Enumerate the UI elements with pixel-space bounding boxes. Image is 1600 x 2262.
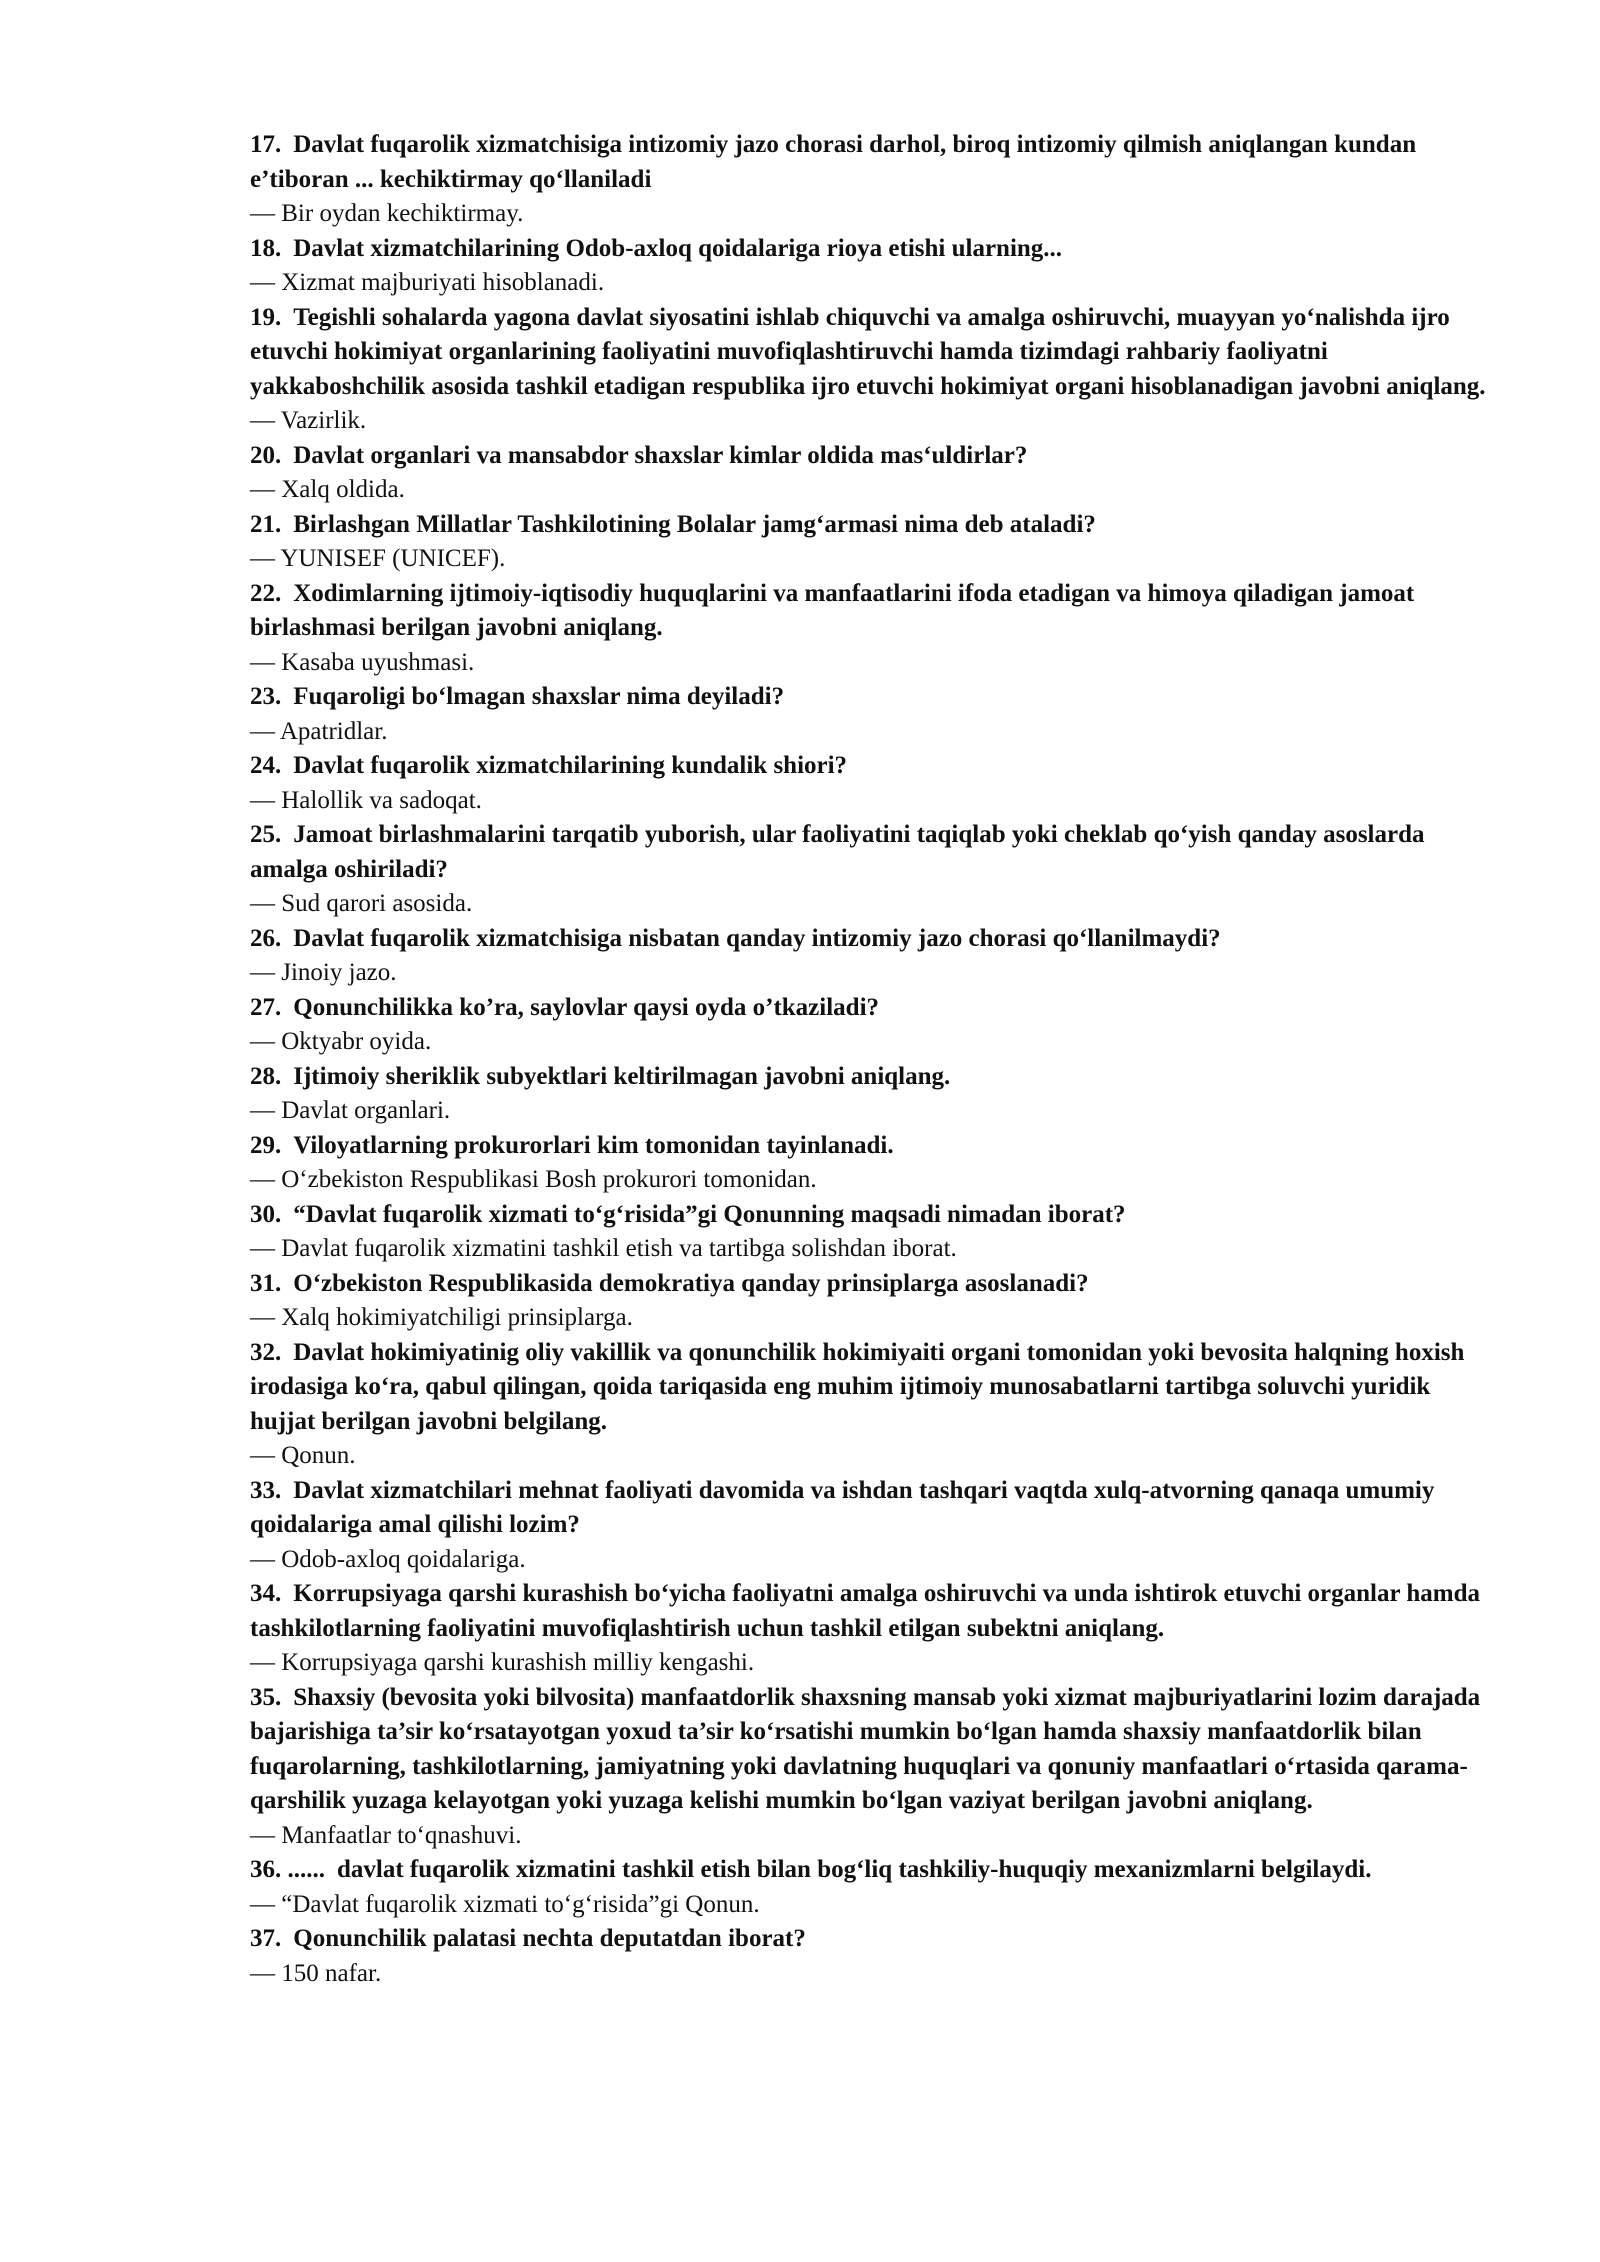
- answer: — Kasaba uyushmasi.: [250, 648, 475, 676]
- question-text: Davlat xizmatchilarining Odob-axloq qoidalariga rioya etishi ularning...: [293, 234, 1063, 262]
- question-number: 23.: [250, 683, 282, 710]
- question: [250, 439, 1500, 474]
- question-text: Tegishli sohalarda yagona davlat siyosatini ishlab chiquvchi va amalga oshiruvchi, muayyan yo‘nalishda ijro etuvchi hokimiyat organlarining faoliyatini muvofiqlashtiruvchi hamda tizimdagi rahbariy faoliyatni yakkaboshchilik asosida tashkil etadigan respublika ijro etuvchi hokimiyat organi hisoblanadigan javobni aniqlang.: [250, 303, 1486, 400]
- qa-item: [250, 1681, 1500, 1854]
- answer: — Xalq hokimiyatchiligi prinsiplarga.: [250, 1304, 633, 1331]
- qa-item: [250, 301, 1500, 439]
- question-number: 35.: [250, 1683, 282, 1711]
- question: [250, 1922, 1500, 1957]
- question-text: Davlat hokimiyatinig oliy vakillik va qonunchilik hokimiyaiti organi tomonidan yoki bevosita halqning hoxish irodasiga ko‘ra, qabul qilingan, qoida tariqasida eng muhim ijtimoiy munosabatlarni tartibga soluvchi yuridik hujjat berilgan javobni belgilang.: [250, 1338, 1465, 1435]
- qa-item: [250, 439, 1500, 508]
- answer: — Oktyabr oyida.: [250, 1028, 432, 1055]
- question: [250, 1336, 1500, 1440]
- question: [250, 1474, 1500, 1543]
- question-number: 26.: [250, 924, 282, 952]
- answer: — Qonun.: [250, 1442, 356, 1469]
- question-text: Davlat fuqarolik xizmatchilarining kundalik shiori?: [293, 752, 848, 779]
- question-text: Korrupsiyaga qarshi kurashish bo‘yicha faoliyatni amalga oshiruvchi va unda ishtirok etuvchi organlar hamda tashkilotlarning faoliyatini muvofiqlashtirish uchun tashkil etilgan subektni aniqlang.: [250, 1580, 1481, 1642]
- qa-item: [250, 577, 1500, 681]
- answer: — Davlat fuqarolik xizmatini tashkil etish va tartibga solishdan iborat.: [250, 1235, 957, 1262]
- answer: — Bir oydan kechiktirmay.: [250, 200, 524, 227]
- question-text: “Davlat fuqarolik xizmati to‘g‘risida”gi Qonunning maqsadi nimadan iborat?: [293, 1200, 1126, 1228]
- qa-item: [250, 1577, 1500, 1681]
- question-number: 32.: [250, 1338, 282, 1366]
- question-number: 25.: [250, 821, 282, 848]
- question: [250, 1267, 1500, 1302]
- answer: — “Davlat fuqarolik xizmati to‘g‘risida”gi Qonun.: [250, 1890, 760, 1918]
- question-number: 36. ......: [250, 1856, 325, 1883]
- answer: — Apatridlar.: [250, 717, 388, 745]
- answer: — Davlat organlari.: [250, 1097, 451, 1124]
- qa-item: [250, 232, 1500, 301]
- question: [250, 577, 1500, 646]
- qa-item: [250, 1336, 1500, 1474]
- question-number: 29.: [250, 1131, 282, 1159]
- qa-item: [250, 128, 1500, 232]
- answer: — Korrupsiyaga qarshi kurashish milliy kengashi.: [250, 1649, 755, 1676]
- answer: — Jinoiy jazo.: [250, 959, 397, 986]
- qa-item: [250, 749, 1500, 818]
- qa-item: [250, 1853, 1500, 1922]
- question-number: 37.: [250, 1925, 282, 1952]
- qa-item: [250, 818, 1500, 922]
- qa-item: [250, 1922, 1500, 1991]
- answer: — Vazirlik.: [250, 407, 367, 434]
- answer: — Xalq oldida.: [250, 476, 405, 503]
- question-number: 34.: [250, 1580, 282, 1607]
- question-text: Davlat organlari va mansabdor shaxslar kimlar oldida mas‘uldirlar?: [293, 441, 1028, 469]
- qa-item: [250, 1474, 1500, 1578]
- question: [250, 1129, 1500, 1164]
- answer: — 150 nafar.: [250, 1959, 382, 1987]
- question-text: Shaxsiy (bevosita yoki bilvosita) manfaatdorlik shaxsning mansab yoki xizmat majburiyatlarini lozim darajada bajarishiga ta’sir ko‘rsatayotgan yoxud ta’sir ko‘rsatishi mumkin bo‘lgan hamda shaxsiy manfaatdorlik bilan fuqarolarning, tashkilotlarning, jamiyatning yoki davlatning huquqlari va qonuniy manfaatlari o‘rtasida qarama-qarshilik yuzaga kelayotgan yoki yuzaga kelishi mumkin bo‘lgan vaziyat berilgan javobni aniqlang.: [250, 1683, 1481, 1814]
- question: [250, 991, 1500, 1026]
- question-text: Xodimlarning ijtimoiy-iqtisodiy huquqlarini va manfaatlarini ifoda etadigan va himoya qiladigan jamoat birlashmasi berilgan javobni aniqlang.: [250, 579, 1415, 641]
- question-text: davlat fuqarolik xizmatini tashkil etish bilan bog‘liq tashkiliy-huquqiy mexanizmlarni belgilaydi.: [337, 1856, 1372, 1883]
- question: [250, 749, 1500, 784]
- qa-item: [250, 1129, 1500, 1198]
- qa-item: [250, 680, 1500, 749]
- question-text: O‘zbekiston Respublikasida demokratiya qanday prinsiplarga asoslanadi?: [293, 1269, 1089, 1297]
- question: [250, 680, 1500, 715]
- question-number: 30.: [250, 1200, 282, 1228]
- answer: — O‘zbekiston Respublikasi Bosh prokurori tomonidan.: [250, 1166, 817, 1193]
- question-number: 22.: [250, 579, 282, 607]
- question: [250, 1853, 1500, 1888]
- answer: — Manfaatlar to‘qnashuvi.: [250, 1821, 522, 1849]
- qa-item: [250, 922, 1500, 991]
- question-text: Fuqaroligi bo‘lmagan shaxslar nima deyiladi?: [293, 683, 785, 710]
- question-number: 33.: [250, 1476, 282, 1504]
- question: [250, 1681, 1500, 1819]
- qa-item: [250, 991, 1500, 1060]
- qa-item: [250, 1060, 1500, 1129]
- question-number: 21.: [250, 510, 282, 538]
- question-number: 31.: [250, 1269, 282, 1297]
- question: [250, 1577, 1500, 1646]
- question-text: Davlat fuqarolik xizmatchisiga intizomiy jazo chorasi darhol, biroq intizomiy qilmish aniqlangan kundan e’tiboran ... kechiktirmay qo‘llaniladi: [250, 131, 1417, 193]
- question: [250, 818, 1500, 887]
- answer: — Sud qarori asosida.: [250, 890, 473, 917]
- question-number: 17.: [250, 131, 282, 158]
- question-text: Ijtimoiy sheriklik subyektlari keltirilmagan javobni aniqlang.: [293, 1062, 951, 1090]
- question-text: Jamoat birlashmalarini tarqatib yuborish, ular faoliyatini taqiqlab yoki cheklab qo‘yish qanday asoslarda amalga oshiriladi?: [250, 821, 1425, 883]
- question-number: 20.: [250, 441, 282, 469]
- qa-item: [250, 1198, 1500, 1267]
- question-text: Viloyatlarning prokurorlari kim tomonidan tayinlanadi.: [293, 1131, 894, 1159]
- question-number: 24.: [250, 752, 282, 779]
- answer: — Odob-axloq qoidalariga.: [250, 1545, 526, 1573]
- question: [250, 508, 1500, 543]
- question-text: Davlat fuqarolik xizmatchisiga nisbatan qanday intizomiy jazo chorasi qo‘llanilmaydi?: [293, 924, 1221, 952]
- question-number: 18.: [250, 234, 282, 262]
- question-number: 19.: [250, 303, 282, 331]
- question-text: Qonunchilikka ko’ra, saylovlar qaysi oyda o’tkaziladi?: [293, 993, 880, 1021]
- question-number: 28.: [250, 1062, 282, 1090]
- question: [250, 1060, 1500, 1095]
- question-number: 27.: [250, 993, 282, 1021]
- question-text: Qonunchilik palatasi nechta deputatdan iborat?: [293, 1925, 806, 1952]
- question-text: Birlashgan Millatlar Tashkilotining Bolalar jamg‘armasi nima deb ataladi?: [293, 510, 1096, 538]
- question: [250, 232, 1500, 267]
- question: [250, 128, 1500, 197]
- question: [250, 301, 1500, 405]
- answer: — YUNISEF (UNICEF).: [250, 545, 506, 572]
- qa-item: [250, 508, 1500, 577]
- qa-item: [250, 1267, 1500, 1336]
- answer: — Halollik va sadoqat.: [250, 786, 482, 814]
- qa-list: [250, 128, 1500, 1991]
- question: [250, 1198, 1500, 1233]
- question-text: Davlat xizmatchilari mehnat faoliyati davomida va ishdan tashqari vaqtda xulq-atvorning qanaqa umumiy qoidalariga amal qilishi lozim?: [250, 1476, 1435, 1538]
- question: [250, 922, 1500, 957]
- answer: — Xizmat majburiyati hisoblanadi.: [250, 269, 605, 296]
